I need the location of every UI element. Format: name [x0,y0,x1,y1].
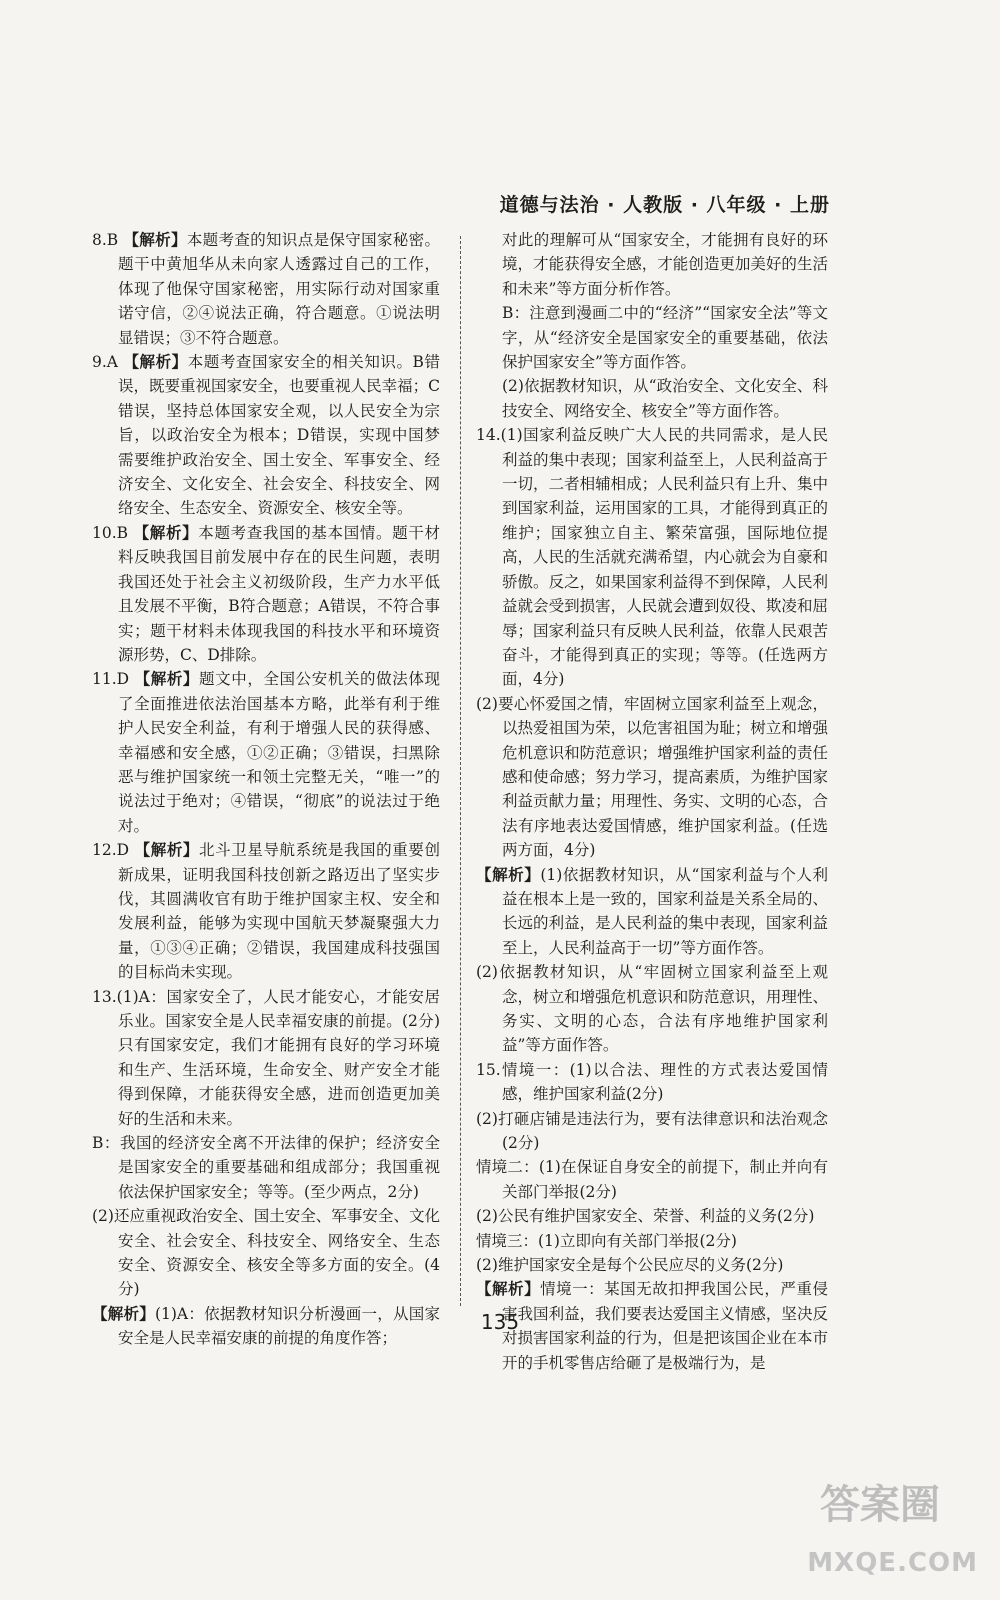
answer-text: (2)还应重视政治安全、国土安全、军事安全、文化安全、社会安全、科技安全、网络安全、生态安全、资源安全、核安全等多方面的安全。(4分) [92,1207,440,1299]
answer-13-continued [476,228,828,423]
answer-number: 8.B [92,231,119,249]
answer-text: (2)依据教材知识，从“政治安全、文化安全、科技安全、网络安全、核安全”等方面作答。 [502,377,828,420]
answer-9 [92,350,440,521]
watermark-url: MXQE.COM [807,1548,978,1578]
answer-text: (2)打砸店铺是违法行为，要有法律意识和法治观念(2分) [476,1109,828,1153]
answer-text: 本题考查的知识点是保守国家秘密。题干中黄旭华从未向家人透露过自己的工作，体现了他保守国家秘密，用实际行动对国家重诺守信，②④说法正确，符合题意。①说法明显错误；③不符合题意。 [118,231,440,347]
answer-12 [92,838,440,984]
analysis-tag: 【解析】 [476,865,541,884]
column-divider [460,236,461,1306]
answer-number: 12.D [92,841,130,860]
answer-number: 11.D [92,670,130,689]
answer-text: (1)A：国家安全了，人民才能安心，才能安居乐业。国家安全是人民幸福安康的前提。(2分)只有国家安定，我们才能拥有良好的学习环境和生产、生活环境，生命安全、财产安全才能得到保障，才能获得安全感，进而创造更加美好的生活和未来。 [116,987,440,1128]
left-column [92,228,440,1351]
running-header: 道德与法治 · 人教版 · 八年级 · 上册 [499,194,830,216]
analysis-tag: 【解析】 [134,841,200,860]
answer-text: 情境三：(1)立即向有关部门举报(2分) [476,1231,737,1250]
answer-text: 题文中，全国公安机关的做法体现了全面推进依法治国基本方略，此举有利于维护人民安全利益，有利于增强人民的获得感、幸福感和安全感，①②正确；③错误，扫黑除恶与维护国家统一和领土完整无关，“唯一”的说法过于绝对；④错误，“彻底”的说法过于绝对。 [118,670,440,835]
watermark-logo: 答案圈 [820,1482,940,1528]
answer-text: (2)依据教材知识，从“牢固树立国家利益至上观念，树立和增强危机意识和防范意识，用理性、务实、文明的心态，合法有序地维护国家利益”等方面作答。 [476,963,828,1055]
answer-text: (2)维护国家安全是每个公民应尽的义务(2分) [476,1256,784,1275]
analysis-tag: 【解析】 [133,523,199,542]
answer-text: 北斗卫星导航系统是我国的重要创新成果，证明我国科技创新之路迈出了坚实步伐，其圆满收官有助于维护国家主权、安全和发展利益，能够为实现中国航天梦凝聚强大力量，①③④正确；②错误，我国建成科技强国的目标尚未实现。 [118,841,440,982]
analysis-tag: 【解析】 [476,1280,541,1299]
right-column [476,228,828,1375]
answer-14 [476,423,828,1058]
answer-text: B：注意到漫画二中的“经济”“国家安全法”等文字，从“经济安全是国家安全的重要基础，依法保护国家安全”等方面作答。 [502,304,828,372]
answer-11 [92,667,440,838]
answer-number: 10.B [92,523,129,542]
answer-number: 13. [92,987,117,1006]
answer-text: 情境一：某国无故扣押我国公民，严重侵害我国利益，我们要表达爱国主义情感，坚决反对损害国家利益的行为，但是把该国企业在本市开的手机零售店给砸了是极端行为，是 [502,1280,828,1372]
answer-text: (1)依据教材知识，从“国家利益与个人利益在根本上是一致的，国家利益是关系全局的、长远的利益，是人民利益的集中表现，国家利益至上，人民利益高于一切”等方面作答。 [502,865,828,957]
analysis-tag: 【解析】 [92,1304,155,1323]
answer-number: 15. [476,1060,501,1079]
answer-text: 本题考查我国的基本国情。题干材料反映我国目前发展中存在的民生问题，表明我国还处于社会主义初级阶段，生产力水平低且发展不平衡，B符合题意；A错误，不符合事实；题干材料未体现我国的科技水平和环境资源形势，C、D排除。 [118,523,440,664]
answer-text: (1)A：依据教材知识分析漫画一，从国家安全是人民幸福安康的前提的角度作答； [118,1304,440,1348]
answer-text: 对此的理解可从“国家安全，才能拥有良好的环境，才能获得安全感，才能创造更加美好的生活和未来”等方面分析作答。 [502,231,828,298]
answer-number: 9.A [92,353,118,372]
answer-text: 情境二：(1)在保证自身安全的前提下，制止并向有关部门举报(2分) [476,1158,828,1201]
answer-10 [92,521,440,667]
analysis-tag: 【解析】 [134,670,200,689]
analysis-tag: 【解析】 [123,353,188,372]
answer-text: 本题考查国家安全的相关知识。B错误，既要重视国家安全，也要重视人民幸福；C错误，坚持总体国家安全观，以人民安全为宗旨，以政治安全为根本；D错误，实现中国梦需要维护政治安全、国土安全、军事安全、经济安全、文化安全、社会安全、科技安全、网络安全、生态安全、资源安全、核安全等。 [118,353,440,518]
answer-13 [92,985,440,1351]
answer-text: (2)要心怀爱国之情，牢固树立国家利益至上观念，以热爱祖国为荣，以危害祖国为耻；树立和增强危机意识和防范意识；增强维护国家利益的责任感和使命感；努力学习，提高素质，为维护国家利益贡献力量；用理性、务实、文明的心态，合法有序地表达爱国情感，维护国家利益。(任选两方面，4分) [476,694,828,860]
answer-text: 情境一：(1)以合法、理性的方式表达爱国情感，维护国家利益(2分) [500,1060,828,1104]
answer-text: B：我国的经济安全离不开法律的保护；经济安全是国家安全的重要基础和组成部分；我国重视依法保护国家安全；等等。(至少两点，2分) [92,1134,440,1201]
answer-text: (2)公民有维护国家安全、荣誉、利益的义务(2分) [476,1207,815,1226]
answer-number: 14. [476,426,501,445]
analysis-tag: 【解析】 [123,231,187,249]
page-number: 135 [480,1310,520,1334]
answer-8 [92,228,440,350]
answer-text: (1)国家利益反映广大人民的共同需求，是人民利益的集中表现；国家利益至上，人民利益高于一切，二者相辅相成；人民利益只有上升、集中到国家利益，运用国家的工具，才能得到真正的维护；国家独立自主、繁荣富强，国际地位提高，人民的生活就充满希望，内心就会为自豪和骄傲。反之，如果国家利益得不到保障，人民利益就会受到损害，人民就会遭到奴役、欺凌和屈辱；国家利益只有反映人民利益，依靠人民艰苦奋斗，才能得到真正的实现；等等。(任选两方面，4分) [500,426,828,689]
